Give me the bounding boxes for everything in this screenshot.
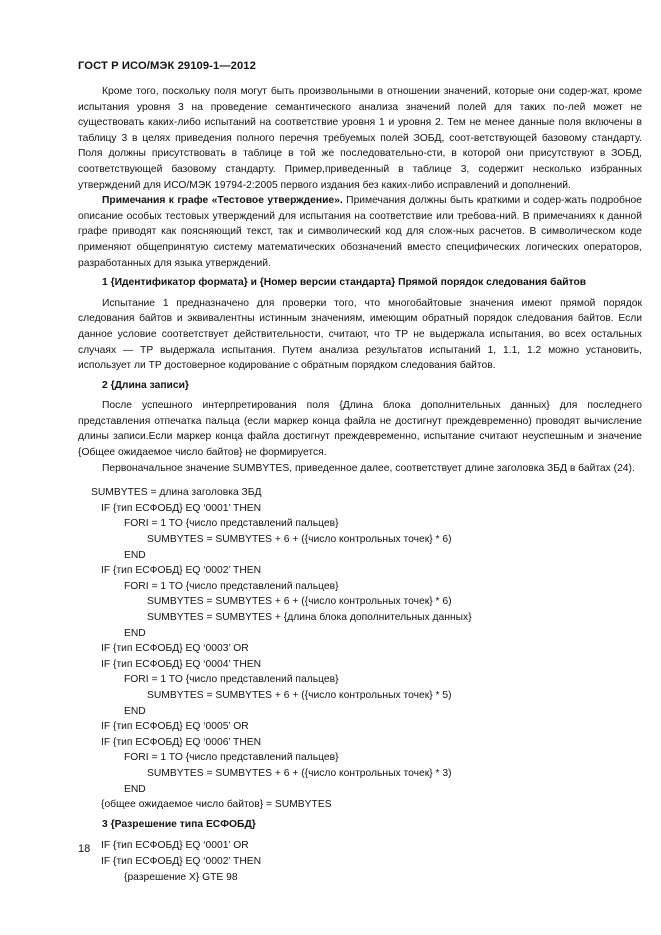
code-line: SUMBYTES = SUMBYTES + 6 + ({число контрольных точек} * 6) (147, 534, 452, 546)
code-line: IF {тип ЕСФОБД} EQ ‘0001’ THEN (101, 502, 262, 514)
code-line: FORI = 1 TO {число представлений пальцев} (124, 752, 339, 764)
code-line: SUMBYTES = SUMBYTES + {длина блока дополнительных данных} (147, 612, 472, 623)
code-line: IF {тип ЕСФОБД} EQ ‘0003’ OR (101, 643, 249, 655)
paragraph-intro: Кроме того, поскольку поля могут быть произвольными в отношении значений, которые они содер-жат, кроме испытания уровня 3 на проведение семантического анализа значений полей для таких по-лей может не существовать каких-либо испытаний на соответствие уровня 1 и уровня 2. Тем не менее данные поля включены в таблицу 3 в целях приведения полного перечня требуемых полей ЗОБД, соот-ветствующей базовому стандарту. Поля должны присутствовать в таблице в той же последовательно-сти, в которой они присутствуют в ЗОБД, соответствующей базовому стандарту. Пример,приведенный в таблице 3, содержит несколько избранных утверждений для ИСО/МЭК 19794-2:2005 первого издания без каких-либо исправлений и дополнений. (78, 86, 642, 191)
heading-test-1: 1 {Идентификатор формата} и {Номер версии стандарта} Прямой порядок следования байтов (102, 277, 587, 289)
page-number: 18 (78, 843, 91, 855)
code-line: END (124, 549, 146, 561)
code-line: FORI = 1 TO {число представлений пальцев} (124, 580, 339, 592)
code-line: END (124, 705, 146, 717)
code-line: FORI = 1 TO {число представлений пальцев} (124, 674, 339, 686)
document-body (78, 84, 642, 885)
code-line: SUMBYTES = длина заголовка ЗБД (91, 487, 262, 499)
notes-text: Примечания должны быть краткими и содер-жать подробное описание особых тестовых утверждений для испытания на соответствие или требова-ний. В примечаниях к данной графе приводят как поясняющий текст, так и символический код для слож-ных расчетов. В символическом коде применяют общепринятую систему математических обозначений вместо специфических логических операторов, разработанных для языка утверждений. (78, 195, 642, 269)
paragraph-sumbytes: Первоначальное значение SUMBYTES, приведенное далее, соответствует длине заголовка ЗБД в байтах (24). (102, 462, 635, 474)
heading-test-3: 3 {Разрешение типа ЕСФОБД} (102, 818, 256, 830)
paragraph-notes (78, 193, 642, 271)
code-line: {разрешение X} GTE 98 (124, 871, 238, 883)
paragraph-test-2: После успешного интерпретирования поля {Длина блока дополнительных данных} для последнего представления отпечатка пальца (если маркер конца файла не достигнут преждевременно) проводят вычисление длины записи.Если маркер конца файла достигнут преждевременно, испытание считают неуспешным и значение {Общее ожидаемое число байтов} не формируется. (78, 400, 642, 459)
code-line: IF {тип ЕСФОБД} EQ ‘0004’ THEN (101, 658, 262, 670)
notes-lead: Примечания к графе «Тестовое утверждение». (102, 195, 343, 207)
code-line: FORI = 1 TO {число представлений пальцев} (124, 518, 339, 530)
heading-test-2: 2 {Длина записи} (102, 379, 189, 391)
code-line: END (124, 627, 146, 639)
code-line: SUMBYTES = SUMBYTES + 6 + ({число контрольных точек} * 5) (147, 689, 452, 701)
code-line: SUMBYTES = SUMBYTES + 6 + ({число контрольных точек} * 3) (147, 767, 452, 779)
code-line: SUMBYTES = SUMBYTES + 6 + ({число контрольных точек} * 6) (147, 596, 452, 608)
code-line: IF {тип ЕСФОБД} EQ ‘0006’ THEN (101, 736, 262, 748)
code-line: IF {тип ЕСФОБД} EQ ‘0001’ OR (101, 840, 249, 852)
paragraph-test-1: Испытание 1 предназначено для проверки того, что многобайтовые значения имеют прямой порядок следования байтов и эквивалентны истинным значениям, имеющим обратный порядок следования байтов. Если данное условие соответствует действительности, считают, что ТР не выдержала испытания, во всех остальных случаях — ТР выдержала испытания. Путем анализа результатов испытаний 1, 1.1, 1.2 можно установить, использует ли ТР достоверное кодирование с обратным порядком следования байтов. (78, 297, 642, 372)
code-line: {общее ожидаемое число байтов} = SUMBYTES (101, 799, 332, 811)
code-block-resolution (78, 838, 642, 885)
code-line: END (124, 783, 146, 795)
code-line: IF {тип ЕСФОБД} EQ ‘0002’ THEN (101, 565, 262, 577)
code-line: IF {тип ЕСФОБД} EQ ‘0002’ THEN (101, 855, 262, 867)
code-line: IF {тип ЕСФОБД} EQ ‘0005’ OR (101, 721, 249, 733)
code-block-sumbytes (78, 485, 642, 812)
document-header: ГОСТ Р ИСО/МЭК 29109-1—2012 (78, 60, 256, 72)
